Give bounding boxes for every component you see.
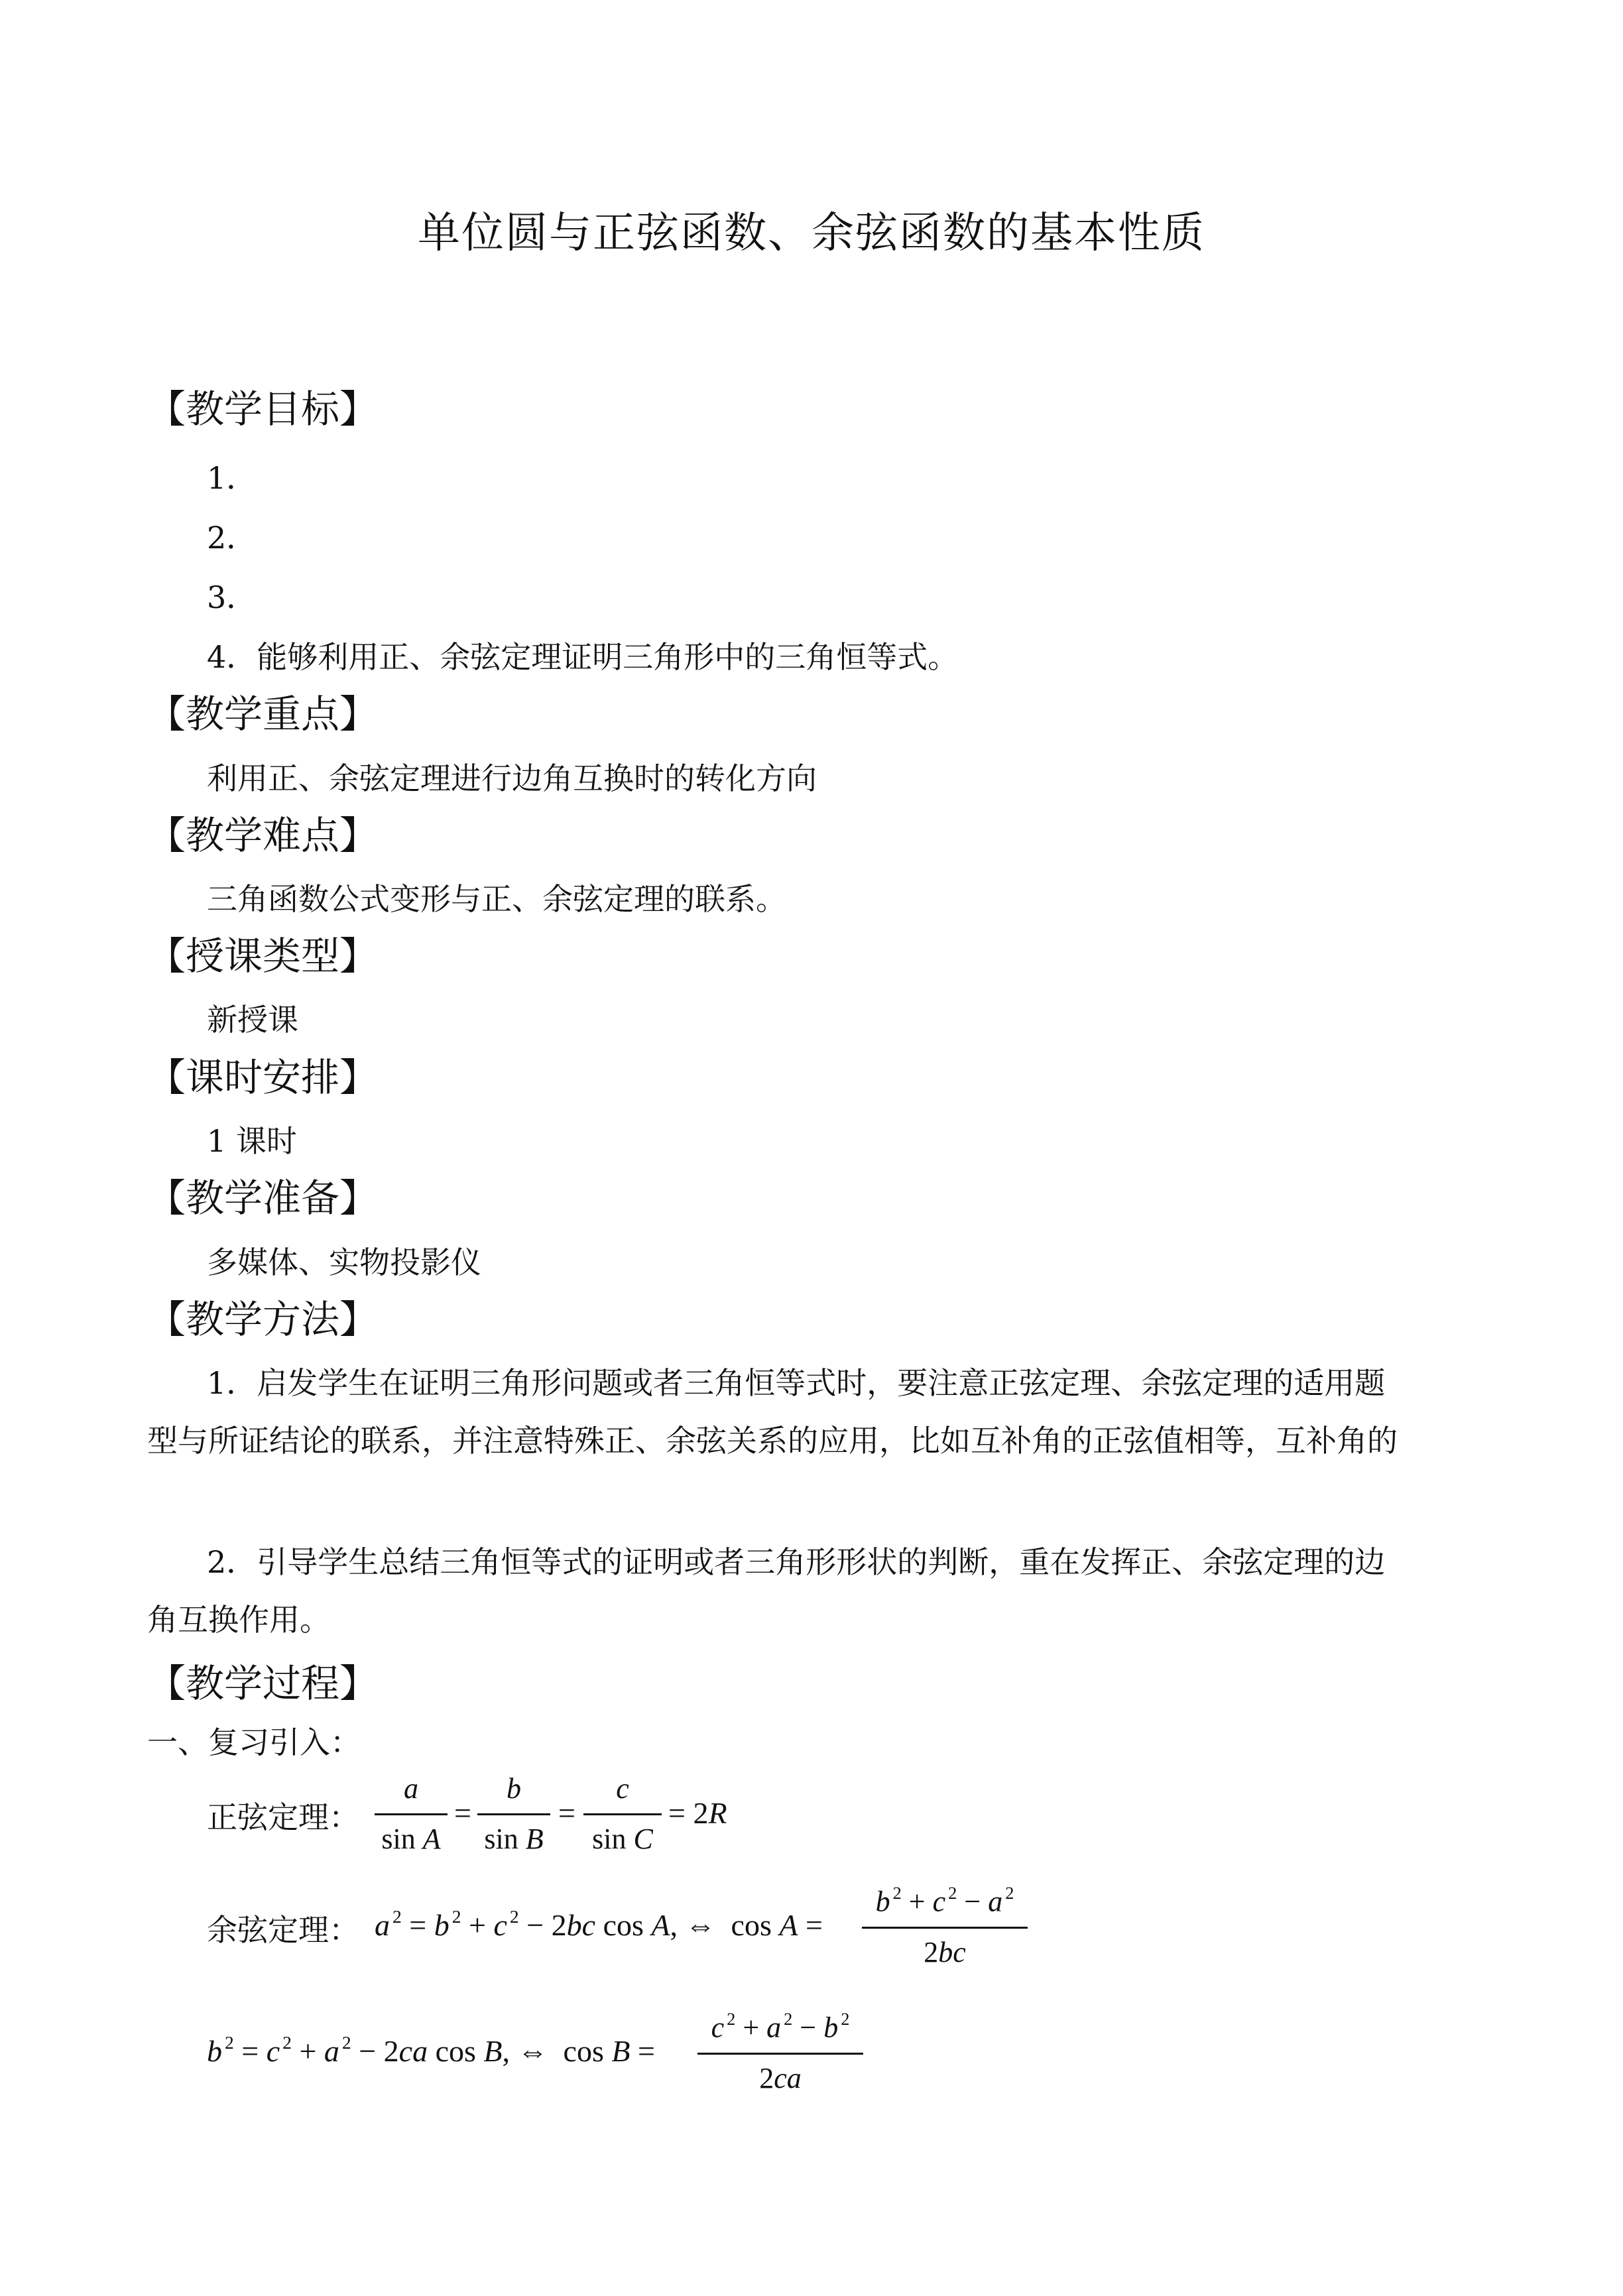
keypoints-text: 利用正、余弦定理进行边角互换时的转化方向: [207, 760, 817, 796]
sine-law-label: 正弦定理：: [207, 1799, 359, 1835]
process-step-1: 一、复习引入：: [147, 1724, 361, 1760]
goal-item-2: 2．: [207, 520, 257, 556]
cosine-law-expression-a: a $^2$ = b $^2$ + c $^2$ − 2bc cos A, ⇔ cos A =: [375, 1906, 823, 1943]
difficulties-text: 三角函数公式变形与正、余弦定理的联系。: [207, 881, 786, 917]
methods-heading: 【教学方法】: [147, 1297, 379, 1342]
fraction-c-over-sinC: c sin C: [583, 1772, 662, 1856]
difficulties-heading: 【教学难点】: [147, 813, 379, 858]
fraction-a-over-sinA: a sin A: [375, 1772, 448, 1856]
goal-item-1: 1．: [207, 460, 257, 496]
goal-item-4: 4．能够利用正、余弦定理证明三角形中的三角恒等式。: [207, 639, 959, 675]
equals-sign: =: [454, 1796, 471, 1830]
process-heading: 【教学过程】: [147, 1661, 379, 1706]
keypoints-heading: 【教学重点】: [147, 692, 379, 737]
goal-item-3: 3．: [207, 579, 257, 615]
schedule-text: 1 课时: [207, 1123, 297, 1159]
type-heading: 【授课类型】: [147, 934, 379, 979]
type-text: 新授课: [207, 1002, 298, 1038]
methods-p2-line1: 2．引导学生总结三角恒等式的证明或者三角形形状的判断，重在发挥正、余弦定理的边: [207, 1544, 1386, 1580]
schedule-heading: 【课时安排】: [147, 1055, 379, 1100]
cosine-law-expression-b: b $^2$ = c $^2$ + a $^2$ − 2ca cos B, ⇔ cos B =: [207, 2032, 655, 2069]
page-title: 单位圆与正弦函数、余弦函数的基本性质: [418, 209, 1205, 258]
equals-sign: =: [558, 1796, 575, 1830]
equals-2R: = 2R: [668, 1796, 727, 1830]
fraction-b-over-sinB: b sin B: [477, 1772, 550, 1856]
fraction-cosA: b $^2$ + c $^2$ − a $^2$ 2bc: [862, 1883, 1028, 1969]
preparation-text: 多媒体、实物投影仪: [207, 1244, 481, 1280]
methods-p2-line2: 角互换作用。: [147, 1602, 330, 1638]
goals-heading: 【教学目标】: [147, 387, 379, 432]
methods-p1-line2: 型与所证结论的联系，并注意特殊正、余弦关系的应用，比如互补角的正弦值相等，互补角的: [147, 1423, 1398, 1459]
fraction-cosB: c $^2$ + a $^2$ − b $^2$ 2ca: [697, 2009, 863, 2095]
cosine-law-label: 余弦定理：: [207, 1912, 359, 1948]
methods-p1-line1: 1．启发学生在证明三角形问题或者三角恒等式时，要注意正弦定理、余弦定理的适用题: [207, 1365, 1386, 1401]
preparation-heading: 【教学准备】: [147, 1176, 379, 1221]
